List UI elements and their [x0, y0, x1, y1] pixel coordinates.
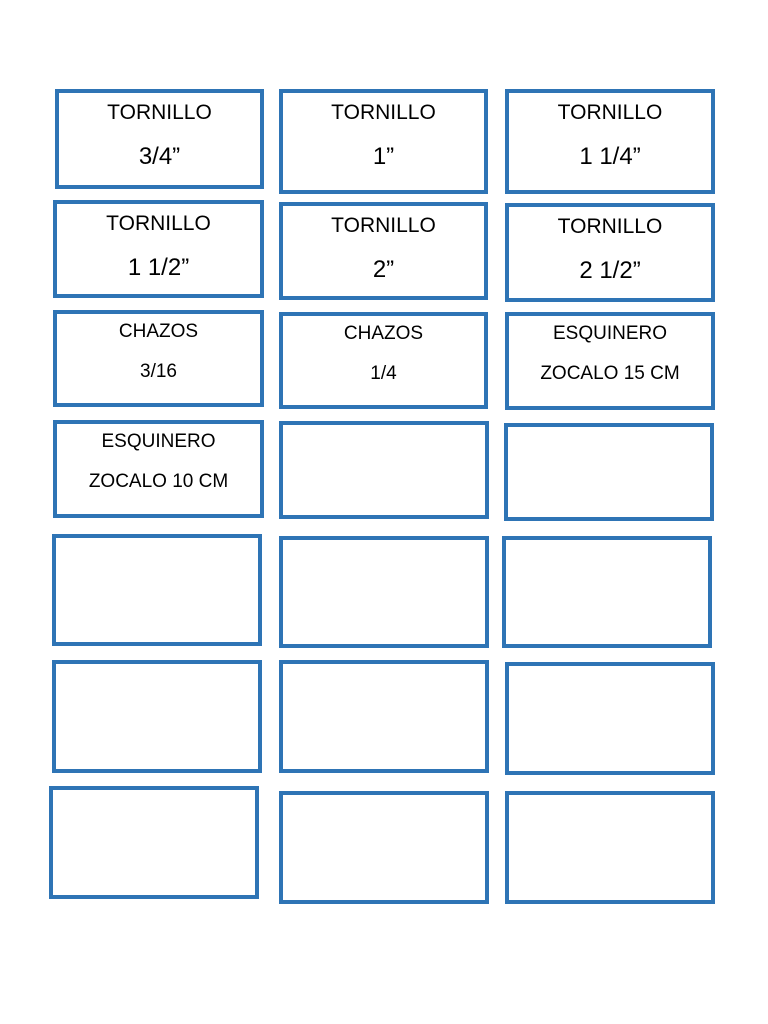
label-title: TORNILLO [557, 101, 663, 124]
label-size: 1/4 [370, 363, 397, 384]
label-title: TORNILLO [331, 101, 436, 124]
label-box-empty [52, 534, 262, 646]
label-title: CHAZOS [118, 321, 199, 342]
label-box-tornillo-1-1-2 [53, 200, 264, 298]
label-title: TORNILLO [107, 101, 212, 124]
label-box-tornillo-3-4 [55, 89, 264, 189]
label-box-empty [505, 791, 715, 904]
label-box-empty [504, 423, 714, 521]
label-box-tornillo-1 [279, 89, 488, 194]
label-box-empty [49, 786, 259, 899]
label-box-empty [279, 660, 489, 773]
label-size: ZOCALO 10 CM [88, 471, 229, 492]
label-box-empty [279, 791, 489, 904]
label-title: CHAZOS [343, 323, 424, 344]
label-size: 1” [372, 143, 395, 170]
label-size: 1 1/4” [579, 143, 641, 170]
label-box-tornillo-1-1-4 [505, 89, 715, 194]
label-size: ZOCALO 15 CM [540, 363, 680, 384]
label-size: 3/16 [140, 361, 177, 382]
label-box-chazos-3-16 [53, 310, 264, 407]
label-box-tornillo-2 [279, 202, 488, 300]
label-box-empty [502, 536, 712, 648]
label-size: 1 1/2” [127, 254, 190, 281]
label-title: ESQUINERO [552, 323, 668, 344]
label-box-empty [279, 421, 489, 519]
label-box-esquinero-15 [505, 312, 715, 410]
label-box-empty [505, 662, 715, 775]
label-box-tornillo-2-1-2 [505, 203, 715, 302]
label-title: ESQUINERO [101, 431, 216, 452]
label-title: TORNILLO [331, 214, 436, 237]
label-size: 2” [372, 256, 395, 283]
label-box-empty [279, 536, 489, 648]
label-title: TORNILLO [106, 212, 211, 235]
label-box-chazos-1-4 [279, 312, 488, 409]
label-title: TORNILLO [557, 215, 663, 238]
label-box-esquinero-10 [53, 420, 264, 518]
label-box-empty [52, 660, 262, 773]
label-size: 2 1/2” [579, 257, 641, 284]
label-size: 3/4” [138, 143, 181, 170]
